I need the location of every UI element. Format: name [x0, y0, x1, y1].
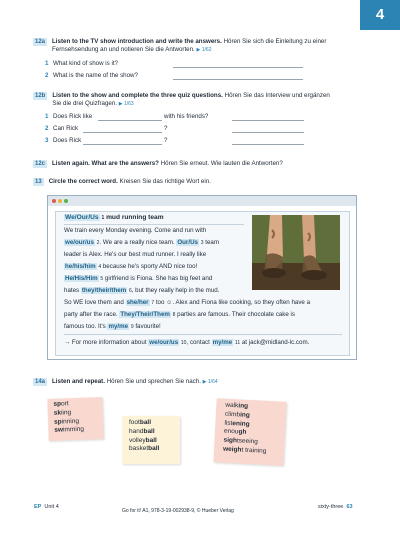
word-card-2: football handball volleyball basketball: [122, 416, 180, 464]
info-line: → For more information about we/our/us 10, contact my/me 11 at jack@midland-lc.com.: [64, 339, 310, 346]
question-start: Can Rick: [53, 125, 79, 133]
word-option[interactable]: he/his/him: [65, 263, 96, 270]
text-line: he/his/him 4 because he's sporty AND nice too!: [65, 263, 198, 270]
gap-line[interactable]: [83, 126, 162, 133]
text-line: leader is Alex. He's our best mud runner. I really like: [64, 251, 207, 258]
exercise-instruction: Hören Sie sich die Einleitung zu einer Fernsehsendung an und notieren Sie die Antworten.: [52, 38, 327, 53]
question-list-12b: [45, 111, 305, 147]
footer-divider: [64, 334, 342, 335]
exercise-number: 14a: [35, 379, 46, 385]
panel-heading: We/Our/Us 1 mud running team: [65, 214, 164, 221]
text-line: party after the race. They/Their/Them 8 parties are famous. Their chocolate cake is: [64, 311, 295, 318]
word-option[interactable]: We/Our/Us: [65, 214, 99, 221]
word-option[interactable]: they/their/them: [81, 287, 127, 294]
word-option[interactable]: They/Their/Them: [120, 311, 170, 318]
question-number: 1: [45, 60, 49, 68]
exercise-number: 12b: [35, 93, 46, 99]
unit-tab: 4: [360, 0, 400, 30]
text-panel: [55, 211, 350, 356]
question-start: Does Rick like: [53, 113, 93, 121]
footer-left: EP Unit 4: [34, 504, 59, 510]
answer-line[interactable]: [173, 73, 303, 80]
audio-track[interactable]: ▶ 1/63: [118, 100, 134, 107]
window-titlebar: [48, 196, 356, 206]
question-list-12a: [45, 58, 305, 82]
question-number: 1: [45, 113, 49, 121]
answer-line[interactable]: [232, 114, 304, 121]
word-card-3: walking climbing listening enough sightseeing weight training: [213, 398, 286, 466]
exercise-number: 13: [35, 179, 42, 185]
question-number: 2: [45, 72, 49, 80]
text-line: So WE love them and she/her 7 too ☺. Alex and Fiona like cooking, so they often have a: [64, 299, 311, 306]
exercise-instruction: Hören Sie das Interview und ergänzen Sie die drei Quizfragen.: [52, 92, 330, 107]
exercise-instruction: Kreisen Sie das richtige Wort ein.: [117, 178, 211, 185]
question-text: What kind of show is it?: [53, 60, 118, 68]
exercise-title: Listen to the TV show introduction and write the answers.: [52, 38, 222, 45]
text-line: we/our/us 2. We are a really nice team. Our/Us 3 team: [65, 239, 219, 246]
question-end: ?: [164, 125, 168, 133]
muddy-legs-photo: [252, 215, 340, 290]
answer-line[interactable]: [173, 61, 303, 68]
word-option[interactable]: she/her: [126, 299, 149, 306]
exercise-instruction: Hören Sie und sprechen Sie nach.: [104, 378, 201, 385]
question-number: 3: [45, 137, 49, 145]
audio-track[interactable]: ▶ 1/62: [196, 46, 212, 53]
text-line: He/His/Him 5 girlfriend is Fiona. She has big feet and: [65, 275, 213, 282]
question-number: 2: [45, 125, 49, 133]
exercise-title: Listen again. What are the answers?: [52, 160, 159, 167]
exercise-number: 12c: [35, 161, 46, 167]
answer-line[interactable]: [232, 126, 304, 133]
exercise-12b: [33, 92, 333, 108]
question-end: ?: [164, 137, 168, 145]
text-line: hates they/their/them 6, but they really help in the mud.: [64, 287, 220, 294]
footer-right: sixty-three 63: [318, 504, 353, 510]
exercise-title: Listen and repeat.: [52, 378, 105, 385]
word-card-1: sport skiing spinning swimming: [47, 397, 103, 441]
footer-copyright: Go for it! A1, 978-3-19-002938-9, © Hueber Verlag: [122, 508, 234, 514]
exercise-title: Circle the correct word.: [48, 178, 118, 185]
gap-line[interactable]: [83, 138, 162, 145]
webpage-window: [47, 195, 357, 360]
word-option[interactable]: we/our/us: [149, 339, 179, 346]
maximize-dot-icon: [64, 199, 68, 203]
question-start: Does Rick: [53, 137, 82, 145]
exercise-14a: [33, 378, 353, 386]
text-line: famous too. It's my/me 9 favourite!: [64, 323, 161, 330]
audio-track[interactable]: ▶ 1/64: [202, 379, 218, 385]
word-option[interactable]: Our/Us: [177, 239, 198, 246]
gap-line[interactable]: [98, 114, 162, 121]
minimize-dot-icon: [58, 199, 62, 203]
word-option[interactable]: we/our/us: [65, 239, 94, 246]
exercise-title: Listen to the show and complete the three quiz questions.: [52, 92, 223, 99]
text-line: We train every Monday evening. Come and run with: [64, 227, 207, 234]
exercise-12c: [33, 160, 353, 168]
exercise-number: 12a: [35, 39, 46, 45]
close-dot-icon: [52, 199, 56, 203]
heading-divider: [64, 224, 244, 225]
word-option[interactable]: He/His/Him: [65, 275, 98, 282]
answer-line[interactable]: [232, 138, 304, 145]
question-end: with his friends?: [164, 113, 209, 121]
exercise-12a: [33, 38, 333, 54]
exercise-instruction: Hören Sie erneut. Wie lauten die Antworten?: [158, 160, 283, 167]
word-option[interactable]: my/me: [212, 339, 233, 346]
question-text: What is the name of the show?: [53, 72, 138, 80]
word-option[interactable]: my/me: [108, 323, 129, 330]
exercise-13: [33, 178, 353, 186]
